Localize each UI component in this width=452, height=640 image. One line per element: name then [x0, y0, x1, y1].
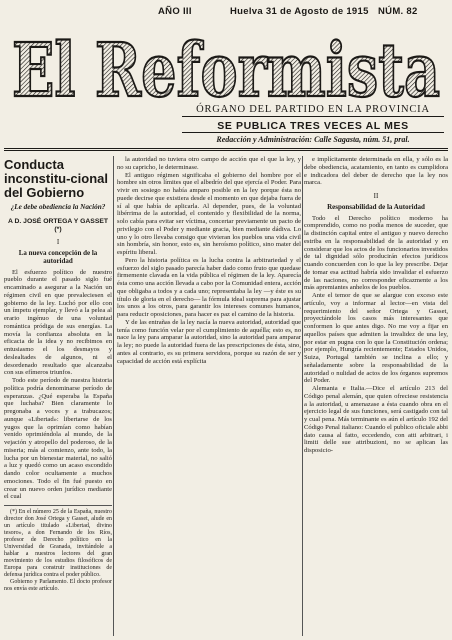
masthead-rule [182, 132, 444, 133]
article-question: ¿Le debe obediencia la Nación? [10, 203, 106, 211]
column-one [4, 156, 112, 636]
masthead-rule [182, 116, 444, 117]
paragraph: Alemania e Italia.—Dice el artículo 213 del Código penal alemán, que quien ofreciese resistencia a la autoridad, u amenazase a ésta cuando obra en el ejercicio legal de sus funciones, será castigado con tal y cual pena. Más terminante es aún el artículo 192 del Código Penal italiano: Cuando el publico oficiale abbi dato causa al fatto, eccedendo, con atti arbitrari, i limiti delle sue attribuzioni, no se aplican las disposicio- [304, 385, 448, 454]
footnote-text: (*) En el número 25 de la España, nuestro director don José Ortega y Gasset, alude en un artículo titulado «Libertad, divino tesoro», a don Fernando de los Ríos, profesor de Derecho político en la Universidad de Granada, invitándole a hablar a nuestros lectores del gran movimiento de los estudios filosóficos de Europa para construir instituciones de defensa jurídica contra el poder público. [4, 509, 112, 578]
issue-date: Huelva 31 de Agosto de 1915 [230, 6, 369, 17]
paragraph: Ante el temor de que se alargue con exceso este artículo, voy a informar al lector—en vista del requerimiento del señor Ortega y Gasset, proyectándole los casos más interesantes que conformen lo que antes digo. No me voy a fijar en aquellos países que admiten la invalidez de una ley, por estar en pugna con lo que la Constitución ordena; por ejemplo, Hungría recientemente; Estados Unidos, Suiza, Portugal también se inclina a ello; y señaladamente sobre la responsabilidad de la autoridad o nulidad de actos de los órganos supremos del Poder. [304, 292, 448, 385]
column-divider [302, 156, 303, 636]
paragraph: Pero la historia política es la lucha contra la arbitrariedad y el esfuerzo del siglo pasado parecía haber dado como fruto que quedase firmemente clavada en la vida pública el régimen de la ley. Aparecía ésta como una acción llevada a cabo por la Comunidad entera, acción que obligaba a todos y a cada uno; representaba la ley —y éste es su título de gloria en el derecho— la fórmula ideal suprema para ajustar los unos a los otros, para garantir los intereses comunes humanos, para reducir oposiciones, para hacer es paz el camino de la historia. [117, 256, 301, 318]
editorial-address: Redacción y Administración: Calle Sagasta, núm. 51, pral. [216, 135, 410, 144]
masthead-double-rule [4, 148, 448, 151]
party-organ-line: ÓRGANO DEL PARTIDO EN LA PROVINCIA [196, 104, 430, 115]
paragraph: la autoridad no tuviera otro campo de acción que el que la ley, y no su capricho, le determinase. [117, 156, 301, 171]
publication-frequency: SE PUBLICA TRES VECES AL MES [217, 120, 409, 132]
paragraph: Todo este período de nuestra historia política podría denominarse período de esperanzas. ¿Qué esperaba la España que luchaba? Bien claramente lo pregonaba a voces y a trabucazos; aunque «Libertad»: libertarse de los yugos que la oprimían como habían venido oprimiéndola al mundo, de la vejación y atropello del poderoso, de la miseria; más al comienzo, ante todo, la lucha por un bienestar material, no salió a luz y quedó como un acaso escondido dando color ocultamente a muchos emociones. Todo el fin fué puesto en crear un nuevo orden jurídico mediante el cual [4, 377, 112, 501]
issue-year: AÑO III [158, 6, 192, 17]
article-title: Conducta inconstitu-cional del Gobierno [4, 157, 108, 200]
paragraph: El esfuerzo político de nuestro pueblo durante el pasado siglo fué encaminado a asegurar a la Nación un régimen civil en que prevaleciesen el gobierno de la ley. Luchó por ello con un ímpetu ejemplar, y llevó a la pelea al erario ingénuo de una voluntad romántica pródiga de sus energías. La movía la confianza absoluta en la eficacia de la idea y no recibimos en entusiasmo el los desmayos y deslealtades de algunos, ni el desordenado resultado que alcanzaba con sus efímeros triunfos. [4, 268, 112, 377]
article-dedication: A D. JOSÉ ORTEGA Y GASSET (*) [7, 217, 109, 233]
section-numeral: I [56, 238, 60, 247]
paragraph: Y de las entrañas de la ley nacía la nueva autoridad, autoridad que tenía como función velar por el cumplimiento de aquélla; esto es, no nace la ley para amparar la autoridad, sino la autoridad para amparar la ley; no puede la autoridad fuera de las prescripciones de ésta, sino, antes al contrario, es su primera servidora, porque su razón de ser y capacidad de acción está explícita [117, 318, 301, 365]
issue-number: NÚM. 82 [378, 6, 418, 17]
column-two [117, 156, 301, 636]
paragraph: Todo el Derecho político moderno ha comprendido, como no podía menos de suceder, que la distinción capital entre el antiguo y nuevo derecho estriba en la responsabilidad de la autoridad y en considerar que los actos de los funcionarios investidos de tal dignidad sólo producirán efectos jurídicos cuando concuerden con lo que la ley prescribe. Dejar de tomar esa actitud habría sido invalidar el esfuerzo de las naciones, no corresponder eficazmente a los más apremiantes anhelos de los pueblos. [304, 214, 448, 292]
column-divider [113, 156, 114, 636]
masthead-info-line [8, 6, 444, 20]
section-title: La nueva concepción de la autoridad [18, 249, 98, 265]
footnote-text: Gobierno y Parlamento. El docto profesor nos envía este artículo. [4, 579, 112, 592]
logo-lettering: El Reformista [12, 28, 441, 114]
paragraph: e implícitamente determinada en ella, y sólo es la debe obediencia, acatamiento, en tanto es cumplidora e indicadora del deber de derecho que la ley nos marca. [304, 156, 448, 187]
column-three [304, 156, 448, 636]
paragraph: El antiguo régimen significaba el gobierno del hombre por el hombre sin otros límites que el albedrío del que ejercía el Poder. Para vivir en sosiego no había amparo posible en la ley porque ésta no puede decirse que existiera desde el momento en que dejaba fuera de sí al que había de aplicarla. Al depender, pues, de la voluntad libérrima de la autoridad, el contenido y flexibilidad de la norma, solo cabía para evitar ser víctima, concertar previamente un pacto de privilegio con el Poder y mediante gracia, bien mediante dádiva. Lo uno y lo otro llevaba consigo que vivieran los pueblos una vida civil sin hombría, sin honor, esto es, sin heroísmo político, sino mater del espíritu liberal. [117, 171, 301, 256]
section-numeral: II [373, 192, 379, 200]
section-title: Responsabilidad de la Autoridad [327, 202, 425, 211]
footnote [4, 505, 112, 593]
